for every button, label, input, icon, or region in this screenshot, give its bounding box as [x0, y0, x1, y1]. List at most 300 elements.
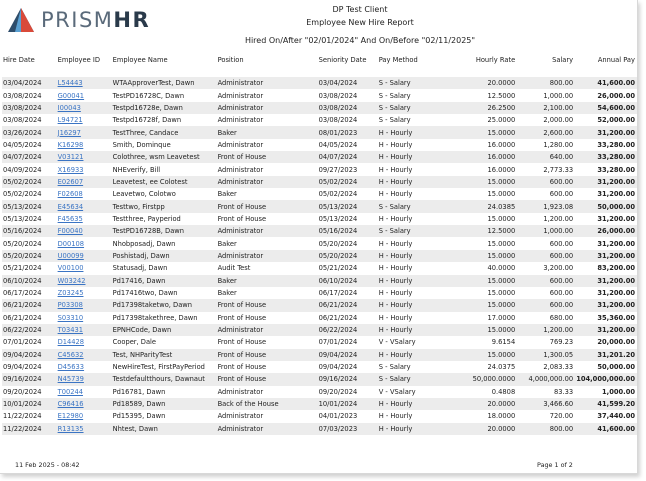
position-cell: Administrator — [217, 91, 264, 100]
pay-method-cell: H - Hourly — [378, 324, 449, 336]
employee-id-cell — [57, 114, 112, 126]
pay-method-cell: H - Hourly — [378, 151, 449, 163]
pay-method-cell: H - Hourly — [378, 264, 413, 273]
hire-date-cell: 05/20/2024 — [3, 239, 42, 248]
employee-name-cell: Testdefaultthours, Dawnaut — [112, 373, 217, 385]
pay-method-cell: H - Hourly — [378, 176, 449, 188]
hourly-rate-cell: 15.0000 — [487, 289, 516, 298]
col-employee-name: Employee Name — [112, 56, 168, 64]
table-row — [2, 386, 637, 398]
pay-method-cell: H - Hourly — [378, 239, 413, 248]
position-cell: Front of House — [217, 313, 267, 322]
table-row — [2, 139, 637, 151]
pay-method-cell: S - Salary — [378, 200, 449, 212]
salary-cell: 1,000.00 — [517, 225, 575, 237]
employee-id-cell — [57, 312, 112, 324]
brand-suffix: HR — [113, 8, 151, 32]
position-cell: Baker — [217, 190, 237, 199]
seniority-date-cell: 09/27/2023 — [318, 165, 358, 174]
employee-name-cell: Pd17416two, Dawn — [112, 289, 178, 298]
seniority-date-cell: 06/22/2024 — [318, 324, 378, 336]
salary-cell: 2,773.33 — [543, 165, 574, 174]
pay-method-cell: H - Hourly — [378, 140, 413, 149]
employee-name-cell: NewHireTest, FirstPayPeriod — [112, 363, 205, 372]
pay-method-cell: H - Hourly — [378, 275, 449, 287]
hire-date-cell: 04/09/2024 — [3, 165, 42, 174]
hire-date-cell: 06/21/2024 — [3, 313, 42, 322]
hire-date-cell: 09/16/2024 — [2, 373, 57, 385]
annual-pay-cell: 31,200.00 — [575, 250, 637, 262]
salary-cell: 800.00 — [517, 77, 575, 89]
employee-id-cell — [57, 373, 112, 385]
employee-name-cell: Pd17398takethree, Dawn — [112, 313, 198, 322]
employee-id-link[interactable]: F00040 — [57, 227, 83, 236]
position-cell: Audit Test — [217, 264, 251, 273]
employee-name-cell: Testpd16728e, Dawn — [112, 102, 217, 114]
employee-name-cell: EPNHCode, Dawn — [112, 324, 217, 336]
col-position: Position — [217, 56, 244, 64]
annual-pay-cell: 20,000.00 — [597, 338, 635, 347]
employee-name-cell: Statusadj, Dawn — [112, 264, 168, 273]
table-row — [2, 89, 637, 101]
employee-id-link[interactable]: I00043 — [57, 103, 81, 112]
hourly-rate-cell: 12.5000 — [449, 225, 518, 237]
annual-pay-cell: 31,201.20 — [575, 349, 637, 361]
employee-id-link[interactable]: S03310 — [57, 313, 84, 322]
employee-name-cell: Pd15395, Dawn — [112, 412, 166, 421]
prism-logo-icon — [7, 6, 35, 34]
position-cell: Front of House — [217, 299, 318, 311]
salary-cell: 600.00 — [549, 190, 574, 199]
employee-id-link[interactable]: X16933 — [57, 165, 84, 174]
salary-cell: 2,600.00 — [517, 126, 575, 138]
hourly-rate-cell: 15.0000 — [449, 275, 518, 287]
employee-id-link[interactable]: V00100 — [57, 264, 84, 273]
seniority-date-cell: 05/20/2024 — [318, 250, 378, 262]
table-row — [2, 361, 637, 373]
employee-id-cell — [57, 77, 112, 89]
pay-method-cell: H - Hourly — [378, 165, 413, 174]
hire-date-cell: 07/01/2024 — [3, 338, 42, 347]
annual-pay-cell: 33,280.00 — [575, 151, 637, 163]
hourly-rate-cell: 26.2500 — [449, 102, 518, 114]
pay-method-cell: S - Salary — [378, 116, 411, 125]
annual-pay-cell: 31,200.00 — [575, 126, 637, 138]
employee-id-cell — [57, 200, 112, 212]
table-row — [2, 262, 637, 274]
employee-id-cell — [57, 262, 112, 274]
position-cell: Baker — [217, 239, 237, 248]
hourly-rate-cell: 15.0000 — [487, 190, 516, 199]
position-cell: Front of House — [217, 200, 318, 212]
position-cell: Administrator — [217, 324, 318, 336]
col-hourly-rate: Hourly Rate — [475, 56, 516, 64]
pay-method-cell: H - Hourly — [378, 126, 449, 138]
seniority-date-cell: 06/21/2024 — [318, 299, 378, 311]
annual-pay-cell: 31,200.00 — [575, 324, 637, 336]
pay-method-cell: H - Hourly — [378, 423, 449, 435]
hire-date-cell: 09/04/2024 — [2, 349, 57, 361]
employee-id-cell — [57, 188, 112, 200]
annual-pay-cell: 31,200.00 — [597, 289, 635, 298]
employee-id-cell — [57, 237, 112, 249]
employee-name-cell: Pd17398taketwo, Dawn — [112, 299, 217, 311]
employee-id-link[interactable]: T03431 — [57, 326, 83, 335]
employee-name-cell: Testtwo, Firstpp — [112, 200, 217, 212]
employee-id-link[interactable]: Z03245 — [57, 289, 84, 298]
salary-cell: 2,083.33 — [543, 363, 574, 372]
annual-pay-cell: 41,600.00 — [575, 77, 637, 89]
employee-id-cell — [57, 275, 112, 287]
employee-name-cell: Pd17416, Dawn — [112, 275, 217, 287]
employee-id-cell — [57, 139, 112, 151]
col-annual-pay: Annual Pay — [597, 56, 635, 64]
hourly-rate-cell: 16.0000 — [449, 151, 518, 163]
annual-pay-cell: 31,200.00 — [597, 190, 635, 199]
employee-id-cell — [57, 163, 112, 175]
employee-id-cell — [57, 287, 112, 299]
table-row — [2, 176, 637, 188]
seniority-date-cell: 05/02/2024 — [318, 190, 358, 199]
pay-method-cell: H - Hourly — [378, 398, 449, 410]
table-row — [2, 163, 637, 175]
col-pay-method: Pay Method — [378, 56, 418, 64]
seniority-date-cell: 05/13/2024 — [318, 200, 378, 212]
page-number: Page 1 of 2 — [537, 461, 573, 469]
employee-id-cell — [57, 361, 112, 373]
salary-cell: 1,300.05 — [517, 349, 575, 361]
salary-cell: 600.00 — [549, 239, 574, 248]
hire-date-cell: 03/08/2024 — [3, 91, 42, 100]
table-row — [2, 114, 637, 126]
salary-cell: 680.00 — [549, 313, 574, 322]
seniority-date-cell: 08/01/2023 — [318, 126, 378, 138]
seniority-date-cell: 09/16/2024 — [318, 373, 378, 385]
annual-pay-cell: 54,600.00 — [575, 102, 637, 114]
table-row — [2, 275, 637, 287]
hourly-rate-cell: 15.0000 — [449, 250, 518, 262]
hire-date-cell: 05/21/2024 — [3, 264, 42, 273]
salary-cell: 640.00 — [517, 151, 575, 163]
hire-date-cell: 05/02/2024 — [2, 176, 57, 188]
pay-method-cell: H - Hourly — [378, 313, 413, 322]
employee-id-link[interactable]: K16298 — [57, 140, 84, 149]
salary-cell: 2,100.00 — [517, 102, 575, 114]
pay-method-cell: H - Hourly — [378, 214, 413, 223]
print-timestamp: 11 Feb 2025 - 08:42 — [15, 461, 80, 469]
hire-date-cell: 06/21/2024 — [2, 299, 57, 311]
position-cell: Administrator — [217, 176, 318, 188]
pay-method-cell: S - Salary — [378, 373, 449, 385]
position-cell: Baker — [217, 275, 318, 287]
table-row — [2, 213, 637, 225]
position-cell: Baker — [217, 289, 237, 298]
employee-id-link[interactable]: N45739 — [57, 375, 84, 384]
employee-id-cell — [57, 151, 112, 163]
seniority-date-cell: 09/04/2024 — [318, 363, 358, 372]
employee-id-cell — [57, 324, 112, 336]
salary-cell: 600.00 — [517, 176, 575, 188]
hire-date-cell: 05/13/2024 — [2, 200, 57, 212]
employee-name-cell: Leavetwo, Colotwo — [112, 190, 176, 199]
brand-name — [41, 8, 150, 32]
employee-id-link[interactable]: D00108 — [57, 239, 85, 248]
table-row — [2, 349, 637, 361]
table-row — [2, 126, 637, 138]
annual-pay-cell: 35,360.00 — [597, 313, 635, 322]
hourly-rate-cell: 24.0385 — [449, 200, 518, 212]
table-row — [2, 324, 637, 336]
position-cell: Administrator — [217, 250, 318, 262]
annual-pay-cell: 31,200.00 — [597, 214, 635, 223]
salary-cell: 800.00 — [517, 423, 575, 435]
hourly-rate-cell: 16.0000 — [487, 165, 516, 174]
employee-id-link[interactable]: D14428 — [57, 338, 85, 347]
employee-id-cell — [57, 213, 112, 225]
hire-date-cell: 09/04/2024 — [3, 363, 42, 372]
employee-id-link[interactable]: G00041 — [57, 91, 85, 100]
employee-id-link[interactable]: L54443 — [57, 79, 83, 88]
employee-name-cell: Leavetest, ee Colotest — [112, 176, 217, 188]
pay-method-cell: V - VSalary — [378, 387, 416, 396]
brand-prefix: PRISM — [41, 8, 114, 32]
position-cell: Administrator — [217, 387, 264, 396]
pay-method-cell: S - Salary — [378, 363, 411, 372]
employee-id-cell — [57, 299, 112, 311]
employee-id-link[interactable]: L94721 — [57, 116, 83, 125]
hire-date-cell: 05/13/2024 — [3, 214, 42, 223]
employee-id-cell — [57, 349, 112, 361]
hourly-rate-cell: 12.5000 — [487, 91, 516, 100]
table-header-row — [2, 53, 637, 77]
table-row — [2, 237, 637, 249]
seniority-date-cell: 05/02/2024 — [318, 176, 378, 188]
employee-id-link[interactable]: V03121 — [57, 153, 84, 162]
annual-pay-cell: 26,000.00 — [597, 91, 635, 100]
salary-cell: 769.23 — [549, 338, 574, 347]
annual-pay-cell: 37,440.00 — [597, 412, 635, 421]
table-row — [2, 200, 637, 212]
annual-pay-cell: 33,280.00 — [597, 165, 635, 174]
position-cell: Administrator — [217, 102, 318, 114]
hourly-rate-cell: 24.0375 — [487, 363, 516, 372]
hourly-rate-cell: 15.0000 — [487, 239, 516, 248]
salary-cell: 1,923.08 — [517, 200, 575, 212]
annual-pay-cell: 41,599.20 — [575, 398, 637, 410]
seniority-date-cell: 09/20/2024 — [318, 387, 358, 396]
employee-name-cell: Testpd16728f, Dawn — [112, 116, 182, 125]
position-cell: Front of House — [217, 373, 318, 385]
table-row — [2, 373, 637, 385]
hourly-rate-cell: 15.0000 — [449, 349, 518, 361]
hourly-rate-cell: 15.0000 — [449, 176, 518, 188]
hourly-rate-cell: 15.0000 — [449, 126, 518, 138]
table-row — [2, 336, 637, 348]
table-row — [2, 188, 637, 200]
employee-name-cell: WTAApproverTest, Dawn — [112, 77, 217, 89]
table-row — [2, 299, 637, 311]
position-cell: Front of House — [217, 214, 267, 223]
employee-id-link[interactable]: U00099 — [57, 251, 84, 260]
annual-pay-cell: 31,200.00 — [575, 299, 637, 311]
position-cell: Administrator — [217, 140, 264, 149]
hire-date-cell: 11/22/2024 — [3, 412, 42, 421]
col-seniority-date: Seniority Date — [318, 56, 367, 64]
hourly-rate-cell: 50,000.0000 — [449, 373, 518, 385]
seniority-date-cell: 03/08/2024 — [318, 116, 358, 125]
seniority-date-cell: 10/01/2024 — [318, 398, 378, 410]
hire-date-cell: 05/02/2024 — [3, 190, 42, 199]
salary-cell: 600.00 — [517, 299, 575, 311]
pay-method-cell: H - Hourly — [378, 412, 413, 421]
employee-id-link[interactable]: D45633 — [57, 363, 85, 372]
salary-cell: 600.00 — [517, 275, 575, 287]
employee-id-link[interactable]: C45632 — [57, 350, 84, 359]
hourly-rate-cell: 9.6154 — [491, 338, 516, 347]
pay-method-cell: H - Hourly — [378, 289, 413, 298]
seniority-date-cell: 06/21/2024 — [318, 313, 358, 322]
salary-cell: 2,000.00 — [543, 116, 574, 125]
employee-id-link[interactable]: T00244 — [57, 387, 83, 396]
hire-date-cell: 05/20/2024 — [2, 250, 57, 262]
employee-name-cell: Nhobposadj, Dawn — [112, 239, 176, 248]
position-cell: Administrator — [217, 423, 318, 435]
seniority-date-cell: 07/03/2023 — [318, 423, 378, 435]
seniority-date-cell: 03/04/2024 — [318, 77, 378, 89]
salary-cell: 600.00 — [549, 289, 574, 298]
pay-method-cell: S - Salary — [378, 77, 449, 89]
seniority-date-cell: 03/08/2024 — [318, 102, 378, 114]
hire-date-cell: 04/05/2024 — [3, 140, 42, 149]
seniority-date-cell: 05/13/2024 — [318, 214, 358, 223]
table-row — [2, 151, 637, 163]
employee-name-cell: Cooper, Dale — [112, 338, 157, 347]
annual-pay-cell: 1,000.00 — [602, 387, 635, 396]
salary-cell: 4,000,000.00 — [517, 373, 575, 385]
table-row — [2, 250, 637, 262]
employee-name-cell: Poshistadj, Dawn — [112, 250, 217, 262]
salary-cell: 3,200.00 — [543, 264, 574, 273]
hire-date-cell: 03/08/2024 — [3, 116, 42, 125]
employee-name-cell: Pd16781, Dawn — [112, 387, 166, 396]
salary-cell: 1,000.00 — [543, 91, 574, 100]
annual-pay-cell: 33,280.00 — [597, 140, 635, 149]
table-row — [2, 423, 637, 435]
client-name: DP Test Client — [332, 5, 388, 14]
annual-pay-cell: 104,000,000.00 — [575, 373, 637, 385]
annual-pay-cell: 31,200.00 — [597, 239, 635, 248]
pay-method-cell: H - Hourly — [378, 250, 449, 262]
seniority-date-cell: 05/20/2024 — [318, 239, 358, 248]
position-cell: Baker — [217, 126, 318, 138]
pay-method-cell: H - Hourly — [378, 190, 413, 199]
hire-date-cell: 03/08/2024 — [2, 102, 57, 114]
position-cell: Administrator — [217, 77, 318, 89]
pay-method-cell: S - Salary — [378, 225, 449, 237]
employee-id-link[interactable]: E12980 — [57, 412, 84, 421]
position-cell: Administrator — [217, 165, 264, 174]
annual-pay-cell: 26,000.00 — [575, 225, 637, 237]
employee-name-cell: Smith, Dominque — [112, 140, 171, 149]
employee-id-link[interactable]: J16297 — [57, 128, 81, 137]
employee-id-cell — [57, 176, 112, 188]
employee-id-link[interactable]: P03308 — [57, 301, 83, 310]
hourly-rate-cell: 20.0000 — [449, 423, 518, 435]
seniority-date-cell: 06/17/2024 — [318, 289, 358, 298]
position-cell: Back of the House — [217, 398, 318, 410]
table-row — [2, 410, 637, 422]
employee-name-cell: Colothree, wsm Leavetest — [112, 151, 217, 163]
annual-pay-cell: 31,200.00 — [575, 275, 637, 287]
position-cell: Administrator — [217, 116, 264, 125]
employee-id-link[interactable]: C96416 — [57, 400, 84, 409]
pay-method-cell: H - Hourly — [378, 299, 449, 311]
salary-cell: 720.00 — [549, 412, 574, 421]
employee-id-cell — [57, 423, 112, 435]
employee-id-link[interactable]: F45635 — [57, 214, 83, 223]
hire-date-cell: 06/22/2024 — [2, 324, 57, 336]
hourly-rate-cell: 16.0000 — [487, 140, 516, 149]
salary-cell: 600.00 — [517, 250, 575, 262]
employee-name-cell: NHEverify, Bill — [112, 165, 161, 174]
employee-id-link[interactable]: R13135 — [57, 424, 84, 433]
employee-name-cell: TestPD16728C, Dawn — [112, 91, 185, 100]
hire-date-cell: 10/01/2024 — [2, 398, 57, 410]
seniority-date-cell: 04/05/2024 — [318, 140, 358, 149]
annual-pay-cell: 50,000.00 — [597, 363, 635, 372]
hourly-rate-cell: 40.0000 — [487, 264, 516, 273]
position-cell: Front of House — [217, 349, 318, 361]
employee-id-link[interactable]: E45634 — [57, 202, 84, 211]
hire-date-cell: 03/26/2024 — [2, 126, 57, 138]
position-cell: Front of House — [217, 151, 318, 163]
hourly-rate-cell: 25.0000 — [487, 116, 516, 125]
col-salary: Salary — [552, 56, 574, 64]
table-row — [2, 312, 637, 324]
hourly-rate-cell: 15.0000 — [449, 324, 518, 336]
employee-id-cell — [57, 126, 112, 138]
employee-id-link[interactable]: W03242 — [57, 276, 86, 285]
seniority-date-cell: 05/16/2024 — [318, 225, 378, 237]
position-cell: Administrator — [217, 412, 264, 421]
seniority-date-cell: 05/21/2024 — [318, 264, 358, 273]
seniority-date-cell: 04/07/2024 — [318, 151, 378, 163]
hourly-rate-cell: 0.4808 — [491, 387, 516, 396]
hourly-rate-cell: 15.0000 — [487, 214, 516, 223]
hourly-rate-cell: 17.0000 — [487, 313, 516, 322]
employee-name-cell: Pd18589, Dawn — [112, 398, 217, 410]
employee-name-cell: Test, NHParityTest — [112, 349, 217, 361]
employee-id-cell — [57, 398, 112, 410]
date-range: Hired On/After "02/01/2024" And On/Before "02/11/2025" — [244, 36, 476, 45]
employee-id-link[interactable]: E02607 — [57, 177, 84, 186]
employee-name-cell: Nhtest, Dawn — [112, 423, 217, 435]
hourly-rate-cell: 18.0000 — [487, 412, 516, 421]
pay-method-cell: S - Salary — [378, 91, 411, 100]
employee-id-cell — [57, 336, 112, 348]
position-cell: Front of House — [217, 363, 267, 372]
pay-method-cell: H - Hourly — [378, 349, 449, 361]
employee-id-cell — [57, 410, 112, 422]
hire-date-cell: 06/17/2024 — [3, 289, 42, 298]
salary-cell: 1,280.00 — [543, 140, 574, 149]
employee-id-link[interactable]: F02608 — [57, 190, 83, 199]
report-title: Employee New Hire Report — [306, 18, 414, 27]
table-row — [2, 287, 637, 299]
seniority-date-cell: 09/04/2024 — [318, 349, 378, 361]
col-employee-id: Employee ID — [57, 56, 100, 64]
position-cell: Administrator — [217, 225, 318, 237]
